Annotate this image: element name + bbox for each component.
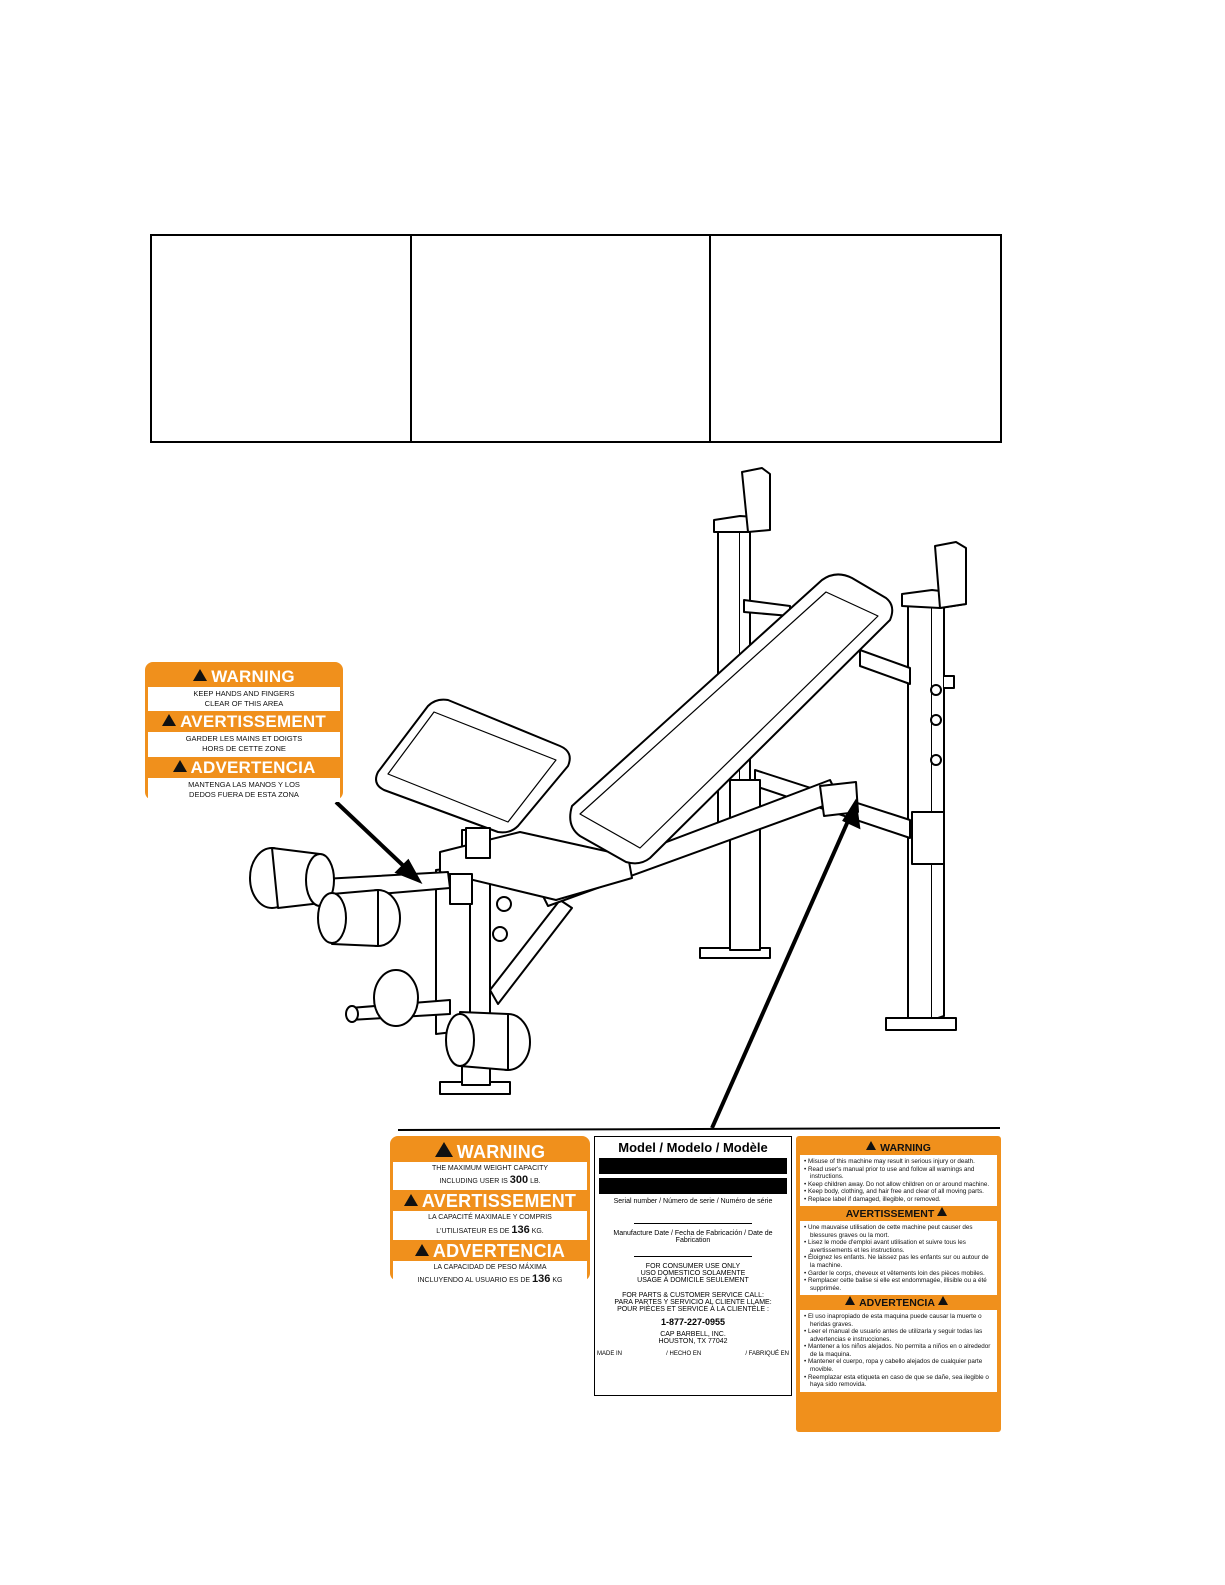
list-item: • El uso inapropiado de esta maquina puede causar la muerte o heridas graves. (804, 1313, 982, 1328)
list-item: • Éloignez les enfants. Ne laissez pas les enfants sur ou autour de la machine. (804, 1254, 989, 1270)
serial-number-caption: Serial number / Número de serie / Numéro de série (613, 1198, 773, 1205)
list-item: • Mantener a los niños alejados. No permita a niños en o alrededor de la maquina. (804, 1343, 991, 1358)
serial-line (634, 1223, 752, 1224)
warning-triangle-icon (415, 1244, 429, 1256)
avertissement-heading: AVERTISSEMENT (393, 1190, 587, 1211)
warning-triangle-icon (937, 1207, 947, 1216)
warning-heading: WARNING (393, 1140, 587, 1162)
date-line (634, 1256, 752, 1257)
consumer-use-text: FOR CONSUMER USE ONLY USO DOMESTICO SOLAMENTE USAGE À DOMICILE SEULEMENT (637, 1263, 749, 1284)
list-item: • Lisez le mode d'emploi avant utilisation et suivre tous les avertissements et les instructions. (804, 1239, 966, 1254)
advertencia-heading: ADVERTENCIA (800, 1295, 997, 1310)
warning-triangle-icon (866, 1141, 876, 1150)
advertencia-list (800, 1310, 997, 1391)
warning-heading: WARNING (800, 1140, 997, 1155)
list-item: • Remplacer cette balise si elle est endommagée, illisible ou a été supprimée. (804, 1277, 987, 1292)
advertencia-text: MANTENGA LAS MANOS Y LOS DEDOS FUERA DE ESTA ZONA (148, 778, 340, 802)
model-title: Model / Modelo / Modèle (618, 1140, 768, 1155)
list-item: • Une mauvaise utilisation de cette machine peut causer des blessures graves ou la mort. (804, 1224, 973, 1239)
warning-triangle-icon (845, 1296, 855, 1305)
warning-triangle-icon (173, 760, 187, 772)
advertencia-heading: ADVERTENCIA (148, 757, 340, 778)
capacity-warning-label (390, 1136, 590, 1285)
model-field-block (599, 1158, 787, 1174)
avertissement-text: GARDER LES MAINS ET DOIGTS HORS DE CETTE ZONE (148, 732, 340, 756)
avertissement-list (800, 1221, 997, 1295)
list-item: • Garder le corps, cheveux et vêtements loin des pièces mobiles. (804, 1269, 985, 1277)
pinch-warning-label (145, 662, 343, 800)
warning-heading: WARNING (148, 666, 340, 687)
general-warning-label (796, 1136, 1001, 1432)
manufacture-date-caption: Manufacture Date / Fecha de Fabricación / Date de Fabrication (613, 1230, 773, 1244)
list-item: • Read user's manual prior to use and follow all warnings and instructions. (804, 1165, 975, 1181)
service-phone: 1-877-227-0955 (660, 1317, 726, 1327)
warning-triangle-icon (193, 669, 207, 681)
avertissement-capacity-text: LA CAPACITÉ MAXIMALE Y COMPRIS L'UTILISATEUR ES DE 136 KG. (393, 1211, 587, 1239)
warning-list (800, 1155, 997, 1206)
warning-triangle-icon (404, 1194, 418, 1206)
warning-triangle-icon (938, 1296, 948, 1305)
list-item: • Keep children away. Do not allow children on or around machine. (804, 1180, 990, 1188)
warning-triangle-icon (435, 1142, 453, 1157)
warning-text: KEEP HANDS AND FINGERS CLEAR OF THIS AREA (148, 687, 340, 711)
made-in-row: MADE IN / HECHO EN / FABRIQUÉ EN (597, 1351, 789, 1357)
list-item: • Leer el manual de usuario antes de utilizarla y seguir todas las advertencias e instrucciones. (804, 1328, 983, 1343)
list-item: • Mantener el cuerpo, ropa y cabello alejados de cualquier parte movible. (804, 1358, 983, 1374)
list-item: • Reemplazar esta etiqueta en caso de que se dañe, sea ilegible o haya sido removida. (804, 1373, 989, 1389)
warning-capacity-text: THE MAXIMUM WEIGHT CAPACITY INCLUDING USER IS 300 LB. (393, 1162, 587, 1190)
list-item: • Keep body, clothing, and hair free and clear of all moving parts. (804, 1188, 984, 1196)
warning-triangle-icon (162, 714, 176, 726)
avertissement-heading: AVERTISSEMENT (800, 1206, 997, 1221)
model-serial-label (594, 1136, 792, 1396)
model-field-block (599, 1178, 787, 1194)
advertencia-heading: ADVERTENCIA (393, 1240, 587, 1261)
avertissement-heading: AVERTISSEMENT (148, 711, 340, 732)
list-item: • Misuse of this machine may result in serious injury or death. (804, 1158, 975, 1165)
list-item: • Replace label if damaged, illegible, or removed. (804, 1195, 941, 1203)
advertencia-capacity-text: LA CAPACIDAD DE PESO MÁXIMA INCLUYENDO AL USUARIO ES DE 136 KG (393, 1261, 587, 1289)
service-text: FOR PARTS & CUSTOMER SERVICE CALL: PARA PARTES Y SERVICIO AL CLIENTE LLAME: POUR PIÈCES ET SERVICE À LA CLIENTÈLE : (614, 1292, 772, 1313)
company-address: CAP BARBELL, INC. HOUSTON, TX 77042 (658, 1331, 728, 1345)
